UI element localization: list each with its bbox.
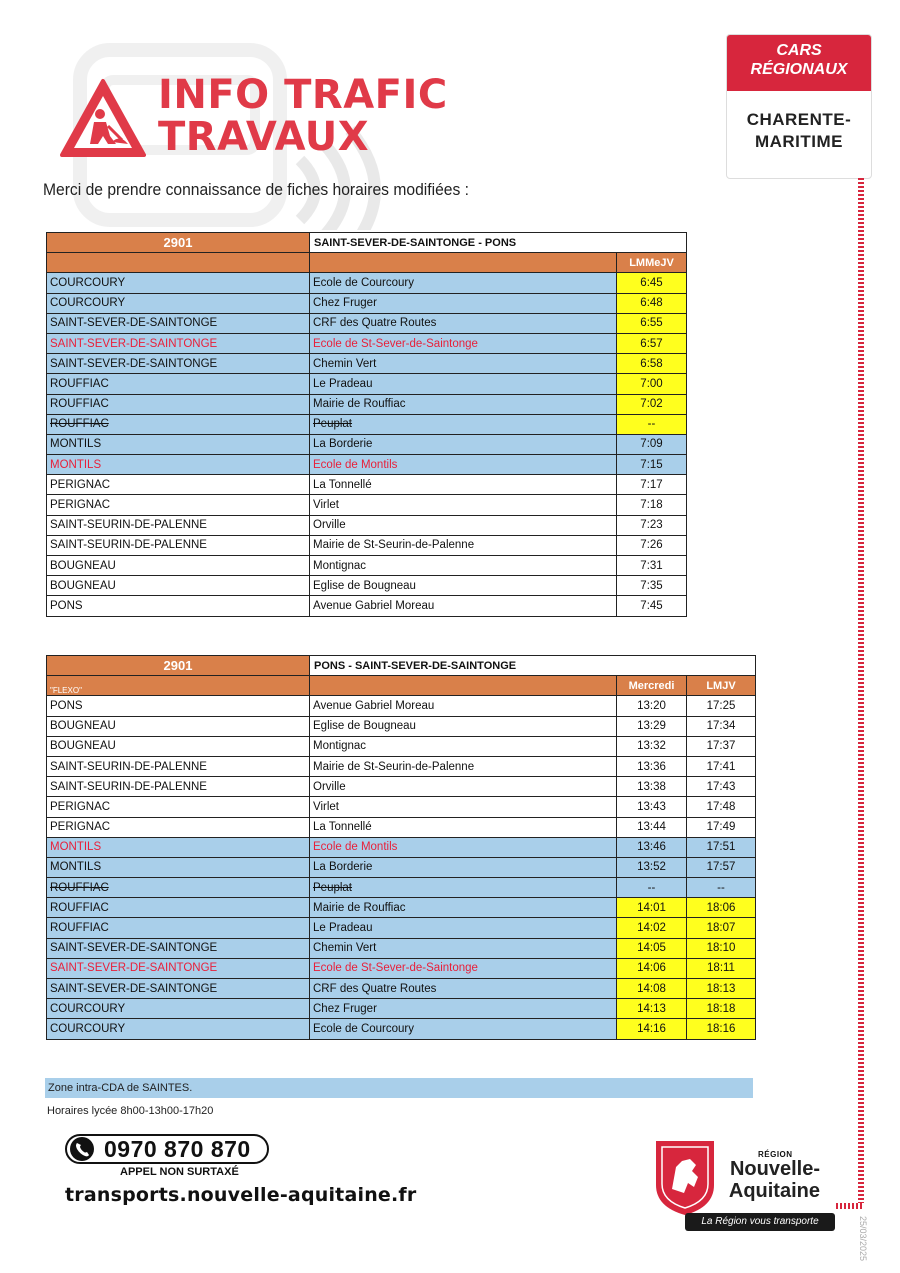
time-cell: 7:17 [617,475,687,495]
time-cell: 14:06 [617,958,687,978]
table-days-row [47,253,687,273]
commune-cell: SAINT-SEVER-DE-SAINTONGE [47,333,310,353]
table-row [47,958,756,978]
commune-cell: BOUGNEAU [47,716,310,736]
commune-cell: PERIGNAC [47,495,310,515]
days-column-header-lmjv: LMJV [687,676,756,696]
title-line-2: TRAVAUX [158,114,370,160]
commune-cell: ROUFFIAC [47,898,310,918]
table-row [47,696,756,716]
table-row [47,354,687,374]
phone-icon [68,1136,96,1162]
time-cell: -- [617,878,687,898]
stop-cell: Orville [310,777,617,797]
table-row [47,878,756,898]
stop-cell: Ecole de Montils [310,455,617,475]
time-cell: 7:45 [617,596,687,616]
table-row [47,857,756,877]
stop-cell: Ecole de Courcoury [310,273,617,293]
commune-cell: COURCOURY [47,999,310,1019]
time-cell: 13:52 [617,857,687,877]
commune-cell: COURCOURY [47,1019,310,1039]
phone-number: 0970 870 870 [104,1135,251,1162]
commune-cell: SAINT-SEURIN-DE-PALENNE [47,535,310,555]
table-row [47,374,687,394]
commune-cell: MONTILS [47,857,310,877]
table-row [47,535,687,555]
stop-cell: CRF des Quatre Routes [310,979,617,999]
stop-cell: Le Pradeau [310,374,617,394]
commune-cell: SAINT-SEVER-DE-SAINTONGE [47,938,310,958]
time-cell: 6:57 [617,333,687,353]
decorative-border-foot [836,1203,864,1209]
stop-cell: Chez Fruger [310,999,617,1019]
time-cell: 7:23 [617,515,687,535]
commune-cell: ROUFFIAC [47,414,310,434]
stop-cell: Peuplat [310,414,617,434]
table-row [47,898,756,918]
time-cell: 13:38 [617,777,687,797]
commune-cell: BOUGNEAU [47,736,310,756]
time-cell: 17:49 [687,817,756,837]
time-cell: 13:44 [617,817,687,837]
commune-cell: SAINT-SEVER-DE-SAINTONGE [47,979,310,999]
department-label: CHARENTE- MARITIME [746,110,852,151]
table-row [47,333,687,353]
table-row [47,414,687,434]
route-name: PONS - SAINT-SEVER-DE-SAINTONGE [310,656,756,676]
time-cell: -- [687,878,756,898]
commune-cell: ROUFFIAC [47,394,310,414]
line-number: 2901 [47,656,310,676]
table-header-row [47,233,687,253]
stop-cell: Virlet [310,495,617,515]
stop-cell: La Tonnellé [310,475,617,495]
table-row [47,293,687,313]
stop-cell: CRF des Quatre Routes [310,313,617,333]
stop-cell: Peuplat [310,878,617,898]
commune-cell: MONTILS [47,837,310,857]
stop-cell: Ecole de Courcoury [310,1019,617,1039]
stop-cell: Ecole de Montils [310,837,617,857]
commune-cell: MONTILS [47,455,310,475]
commune-cell: PERIGNAC [47,475,310,495]
time-cell: 6:58 [617,354,687,374]
table-row [47,495,687,515]
commune-cell: BOUGNEAU [47,556,310,576]
commune-cell: COURCOURY [47,293,310,313]
stop-cell: Eglise de Bougneau [310,576,617,596]
time-cell: 6:48 [617,293,687,313]
stop-cell: Mairie de Rouffiac [310,898,617,918]
line-number: 2901 [47,233,310,253]
table-row [47,394,687,414]
commune-cell: PONS [47,596,310,616]
stop-cell: Montignac [310,556,617,576]
stop-cell: La Borderie [310,857,617,877]
stop-cell: Eglise de Bougneau [310,716,617,736]
stop-cell: Le Pradeau [310,918,617,938]
table-row [47,777,756,797]
table-row [47,1019,756,1039]
commune-cell: MONTILS [47,434,310,454]
time-cell: 7:15 [617,455,687,475]
commune-cell: SAINT-SEURIN-DE-PALENNE [47,515,310,535]
stop-cell: Ecole de St-Sever-de-Saintonge [310,333,617,353]
appel-label: APPEL NON SURTAXÉ [120,1166,239,1178]
time-cell: 14:02 [617,918,687,938]
cars-regionaux-badge [726,34,872,179]
time-cell: 18:16 [687,1019,756,1039]
stop-cell: La Borderie [310,434,617,454]
table-row [47,515,687,535]
commune-cell: BOUGNEAU [47,576,310,596]
time-cell: 7:00 [617,374,687,394]
roadwork-warning-icon [60,78,146,158]
subtitle: Merci de prendre connaissance de fiches horaires modifiées : [43,180,469,199]
table-row [47,999,756,1019]
table-header-row [47,656,756,676]
time-cell: 17:25 [687,696,756,716]
table-row [47,455,687,475]
stop-cell: Chez Fruger [310,293,617,313]
route-name: SAINT-SEVER-DE-SAINTONGE - PONS [310,233,687,253]
table-row [47,756,756,776]
time-cell: 7:31 [617,556,687,576]
time-cell: 14:05 [617,938,687,958]
time-cell: 17:41 [687,756,756,776]
time-cell: 17:34 [687,716,756,736]
commune-cell: ROUFFIAC [47,918,310,938]
commune-cell: SAINT-SEURIN-DE-PALENNE [47,777,310,797]
cars-label: CARS RÉGIONAUX [727,35,871,91]
phone-number-box[interactable] [65,1134,269,1164]
commune-cell: PERIGNAC [47,797,310,817]
stop-cell: La Tonnellé [310,817,617,837]
page-title [158,74,448,158]
stop-cell: Avenue Gabriel Moreau [310,696,617,716]
time-cell: 17:51 [687,837,756,857]
time-cell: 18:10 [687,938,756,958]
time-cell: 13:36 [617,756,687,776]
commune-cell: ROUFFIAC [47,878,310,898]
commune-cell: PERIGNAC [47,817,310,837]
zone-note: Zone intra-CDA de SAINTES. [45,1078,753,1098]
title-line-1: INFO TRAFIC [158,72,448,118]
table-row [47,817,756,837]
time-cell: 13:32 [617,736,687,756]
time-cell: 18:13 [687,979,756,999]
time-cell: 18:18 [687,999,756,1019]
stop-cell: Avenue Gabriel Moreau [310,596,617,616]
table-row [47,596,687,616]
table-row [47,475,687,495]
flexo-label: "FLEXO" [47,676,310,696]
stop-cell: Montignac [310,736,617,756]
time-cell: 13:29 [617,716,687,736]
timetable-saint-sever-to-pons [46,232,687,617]
time-cell: 17:37 [687,736,756,756]
region-lion-shield-icon [652,1137,718,1217]
time-cell: 14:13 [617,999,687,1019]
region-label: RÉGION [758,1150,793,1159]
horaires-note: Horaires lycée 8h00-13h00-17h20 [47,1105,214,1117]
time-cell: 7:35 [617,576,687,596]
time-cell: 18:07 [687,918,756,938]
table-row [47,434,687,454]
stop-cell: Chemin Vert [310,938,617,958]
table-row [47,716,756,736]
days-column-header-mercredi: Mercredi [617,676,687,696]
time-cell: 13:46 [617,837,687,857]
time-cell: 14:08 [617,979,687,999]
time-cell: 14:01 [617,898,687,918]
table-row [47,938,756,958]
time-cell: 17:57 [687,857,756,877]
table-days-row [47,676,756,696]
time-cell: 13:43 [617,797,687,817]
table-row [47,273,687,293]
region-tagline: La Région vous transporte [685,1213,835,1231]
decorative-border [858,178,864,1208]
commune-cell: PONS [47,696,310,716]
stop-cell: Mairie de St-Seurin-de-Palenne [310,756,617,776]
commune-cell: SAINT-SEVER-DE-SAINTONGE [47,313,310,333]
stop-cell: Chemin Vert [310,354,617,374]
time-cell: 7:02 [617,394,687,414]
time-cell: 7:26 [617,535,687,555]
time-cell: 17:48 [687,797,756,817]
commune-cell: SAINT-SEVER-DE-SAINTONGE [47,354,310,374]
time-cell: 18:06 [687,898,756,918]
stop-cell: Virlet [310,797,617,817]
commune-cell: SAINT-SEVER-DE-SAINTONGE [47,958,310,978]
stop-cell: Ecole de St-Sever-de-Saintonge [310,958,617,978]
table-row [47,313,687,333]
table-row [47,837,756,857]
time-cell: 17:43 [687,777,756,797]
commune-cell: SAINT-SEURIN-DE-PALENNE [47,756,310,776]
side-date: 25/03/2025 [858,1216,868,1262]
region-name: Nouvelle- Aquitaine [728,1158,820,1202]
website-link[interactable]: transports.nouvelle-aquitaine.fr [65,1184,417,1206]
time-cell: 7:09 [617,434,687,454]
time-cell: 7:18 [617,495,687,515]
stop-cell: Mairie de St-Seurin-de-Palenne [310,535,617,555]
time-cell: 18:11 [687,958,756,978]
time-cell: 6:45 [617,273,687,293]
table-row [47,797,756,817]
stop-cell: Orville [310,515,617,535]
time-cell: 13:20 [617,696,687,716]
table-row [47,918,756,938]
commune-cell: COURCOURY [47,273,310,293]
days-column-header: LMMeJV [617,253,687,273]
time-cell: -- [617,414,687,434]
table-row [47,556,687,576]
timetable-pons-to-saint-sever [46,655,756,1040]
time-cell: 14:16 [617,1019,687,1039]
table-row [47,736,756,756]
stop-cell: Mairie de Rouffiac [310,394,617,414]
table-row [47,979,756,999]
commune-cell: ROUFFIAC [47,374,310,394]
time-cell: 6:55 [617,313,687,333]
table-row [47,576,687,596]
